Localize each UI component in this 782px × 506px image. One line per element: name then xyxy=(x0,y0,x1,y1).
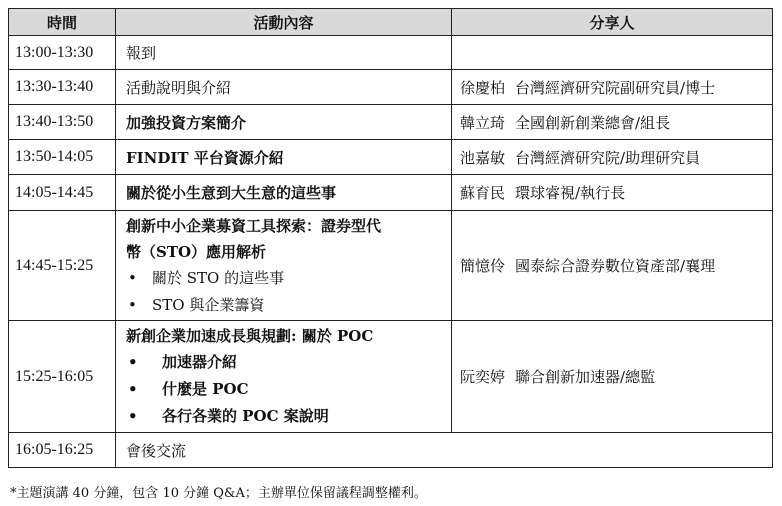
header-speaker: 分享人 xyxy=(452,9,773,36)
row-activity: 活動說明與介紹 xyxy=(116,70,452,105)
row-activity: FINDIT 平台資源介紹 xyxy=(116,140,452,175)
list-item: • 什麼是 POC xyxy=(126,376,445,403)
table-row xyxy=(9,140,773,175)
row-time: 13:30-13:40 xyxy=(9,70,116,105)
activity-title-line-1: 創新中小企業募資工具探索：證券型代 xyxy=(126,216,382,235)
table-row xyxy=(9,70,773,105)
row-time: 13:40-13:50 xyxy=(9,105,116,140)
speaker-org: 聯合創新加速器/總監 xyxy=(515,368,656,386)
row-speaker xyxy=(452,211,773,321)
speaker-name: 韓立琦 xyxy=(460,113,506,132)
row-activity xyxy=(116,211,452,321)
row-speaker xyxy=(452,70,773,105)
speaker-org: 國泰綜合證券數位資產部/襄理 xyxy=(515,257,716,275)
speaker-org: 環球睿視/執行長 xyxy=(515,184,626,202)
activity-bullet-list xyxy=(126,349,445,430)
table-row xyxy=(9,211,773,321)
activity-bullet-list xyxy=(126,265,445,319)
table-row xyxy=(9,321,773,433)
row-speaker xyxy=(452,140,773,175)
list-item: • STO 與企業籌資 xyxy=(126,292,445,319)
speaker-org: 全國創新創業總會/組長 xyxy=(515,113,671,132)
list-item: • 關於 STO 的這些事 xyxy=(126,265,445,292)
row-speaker xyxy=(452,175,773,211)
row-time: 13:00-13:30 xyxy=(9,36,116,70)
header-activity: 活動內容 xyxy=(116,9,452,36)
table-row xyxy=(9,36,773,70)
row-activity: 會後交流 xyxy=(116,433,773,468)
row-speaker xyxy=(452,321,773,433)
table-row xyxy=(9,175,773,211)
agenda-table xyxy=(8,8,773,468)
activity-title: 新創企業加速成長與規劃: 關於 POC xyxy=(126,327,374,345)
row-activity: 加強投資方案簡介 xyxy=(116,105,452,140)
table-header-row xyxy=(9,9,773,36)
speaker-name: 蘇育民 xyxy=(460,184,506,202)
speaker-name: 簡憶伶 xyxy=(460,257,506,275)
row-time: 13:50-14:05 xyxy=(9,140,116,175)
header-time: 時間 xyxy=(9,9,116,36)
row-speaker xyxy=(452,105,773,140)
row-time: 14:05-14:45 xyxy=(9,175,116,211)
row-activity: 報到 xyxy=(116,36,452,70)
row-activity xyxy=(116,321,452,433)
list-item: • 各行各業的 POC 案說明 xyxy=(126,403,445,430)
footnote: *主題演講 40 分鐘，包含 10 分鐘 Q&A；主辦單位保留議程調整權利。 xyxy=(10,486,427,501)
speaker-name: 徐慶柏 xyxy=(460,78,506,97)
table-row xyxy=(9,105,773,140)
speaker-org: 台灣經濟研究院/助理研究員 xyxy=(515,148,701,167)
list-item: • 加速器介紹 xyxy=(126,349,445,376)
speaker-name: 阮奕婷 xyxy=(460,368,506,386)
row-time: 14:45-15:25 xyxy=(9,211,116,321)
speaker-name: 池嘉敏 xyxy=(460,148,506,167)
row-time: 15:25-16:05 xyxy=(9,321,116,433)
row-speaker xyxy=(452,36,773,70)
activity-title-line-2: 幣（STO）應用解析 xyxy=(126,242,267,261)
speaker-org: 台灣經濟研究院副研究員/博士 xyxy=(515,78,716,97)
table-row xyxy=(9,433,773,468)
row-activity: 關於從小生意到大生意的這些事 xyxy=(116,175,452,211)
row-time: 16:05-16:25 xyxy=(9,433,116,468)
